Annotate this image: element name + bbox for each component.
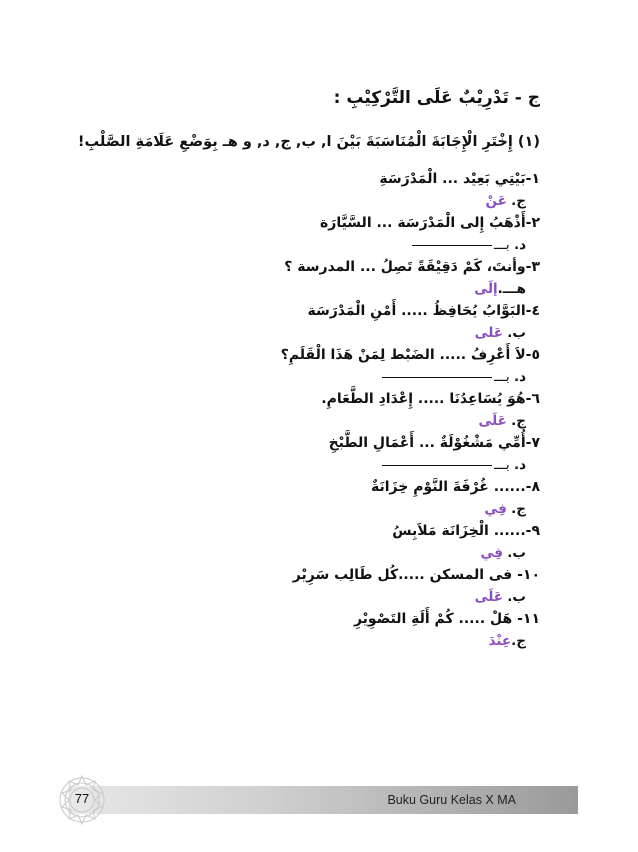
answer-word: عَلَى — [478, 413, 507, 429]
answer-word: بـــ — [494, 457, 510, 473]
answer-letter: د. — [513, 237, 526, 253]
exercise-answer — [100, 190, 540, 212]
answer-letter: ج. — [511, 413, 526, 429]
exercise-question: ٦-هُوَ يُسَاعِدُنَا ..... إِعْدَادِ الطَّعَامِ. — [321, 391, 540, 407]
exercise-item — [100, 300, 540, 344]
exercise-answer — [100, 498, 540, 520]
answer-letter: د. — [513, 457, 526, 473]
answer-letter: د. — [513, 369, 526, 385]
exercise-answer — [100, 234, 540, 256]
answer-word: عَلى — [474, 325, 503, 341]
exercise-question: ١٠- فى المسكن .....كُل طَالِب سَرِيْر — [292, 567, 540, 583]
exercise-answer — [100, 630, 540, 652]
exercise-question: ١-بَيْتِي بَعِيْد ... الْمَدْرَسَةِ — [379, 171, 540, 187]
exercise-answer — [100, 542, 540, 564]
exercise-question: ٥-لاَ أَعْرِفُ ..... الضَبْط لِمَنْ هَذَا الْقَلَمِ؟ — [280, 347, 540, 363]
answer-word: بـــ — [494, 237, 510, 253]
exercise-question: ٤-البَوَّابُ يُحَافِظُ ..... أَمْنِ الْمَدْرَسَة — [307, 303, 540, 319]
section-title: ج - تَدْرِيْبٌ عَلَى التَّرْكِيْبِ : — [333, 88, 540, 108]
page-number-badge — [55, 773, 109, 827]
answer-word: عَنْ — [485, 193, 507, 209]
exercise-question: ٣-وأنتَ، كَمْ دَقِيْقَةً تَصِلُ ... المدرسة ؟ — [284, 259, 540, 275]
exercise-item — [100, 476, 540, 520]
exercise-question: ١١- هَلْ ..... كُمْ أَلَةِ التَصْوِيْرِ — [353, 611, 540, 627]
exercise-item — [100, 608, 540, 652]
answer-word: فِي — [480, 545, 503, 561]
exercise-answer — [100, 454, 540, 476]
answer-letter: ب. — [507, 545, 526, 561]
exercise-answer — [100, 366, 540, 388]
exercise-item — [100, 344, 540, 388]
answer-letter: ب. — [507, 589, 526, 605]
answer-letter: هـــ. — [497, 281, 526, 297]
exercise-answer — [100, 410, 540, 432]
answer-word: بـــ — [494, 369, 510, 385]
exercise-item — [100, 432, 540, 476]
exercise-question: ٢-أَذْهَبُ إِلى الْمَدْرَسَة ... السَّيَّارَة — [320, 215, 540, 231]
exercise-item — [100, 168, 540, 212]
exercise-item — [100, 256, 540, 300]
answer-letter: ج. — [511, 633, 526, 649]
exercise-item — [100, 212, 540, 256]
exercise-answer — [100, 322, 540, 344]
page-number: 77 — [74, 791, 90, 806]
exercise-item — [100, 388, 540, 432]
answer-letter: ج. — [511, 193, 526, 209]
exercise-answer — [100, 586, 540, 608]
answer-word: عَلَى — [474, 589, 503, 605]
answer-blank-line — [382, 377, 492, 378]
instruction-text: (١) إِخْتَرِ الْإِجَابَةَ الْمُنَاسَبَةَ بَيْنَ ا, ب, ج, د, و هـ بِوَضْعِ عَلَامَةِ الصَّلْبِ! — [77, 134, 540, 150]
answer-letter: ب. — [507, 325, 526, 341]
answer-word: فِي — [484, 501, 507, 517]
exercise-item — [100, 520, 540, 564]
exercise-question: ٧-أُمِّي مَشْغُوْلَةٌ ... أَعْمَالِ الطَّبْخِ — [328, 435, 540, 451]
answer-word: عِنْدَ — [488, 633, 512, 649]
footer-bar — [68, 786, 578, 814]
answer-word: إلَى — [474, 281, 498, 297]
answer-letter: ج. — [511, 501, 526, 517]
answer-blank-line — [412, 245, 492, 246]
footer-book-title: Buku Guru Kelas X MA — [387, 793, 516, 807]
exercise-question: ٨-...... غُرْفَةَ النَّوْمِ خِزَانَةٌ — [371, 479, 540, 495]
exercise-answer — [100, 278, 540, 300]
answer-blank-line — [382, 465, 492, 466]
exercise-question: ٩-...... الْخِزَانَة مَلاَبِسُ — [392, 523, 540, 539]
exercise-item — [100, 564, 540, 608]
exercise-list — [100, 168, 540, 652]
